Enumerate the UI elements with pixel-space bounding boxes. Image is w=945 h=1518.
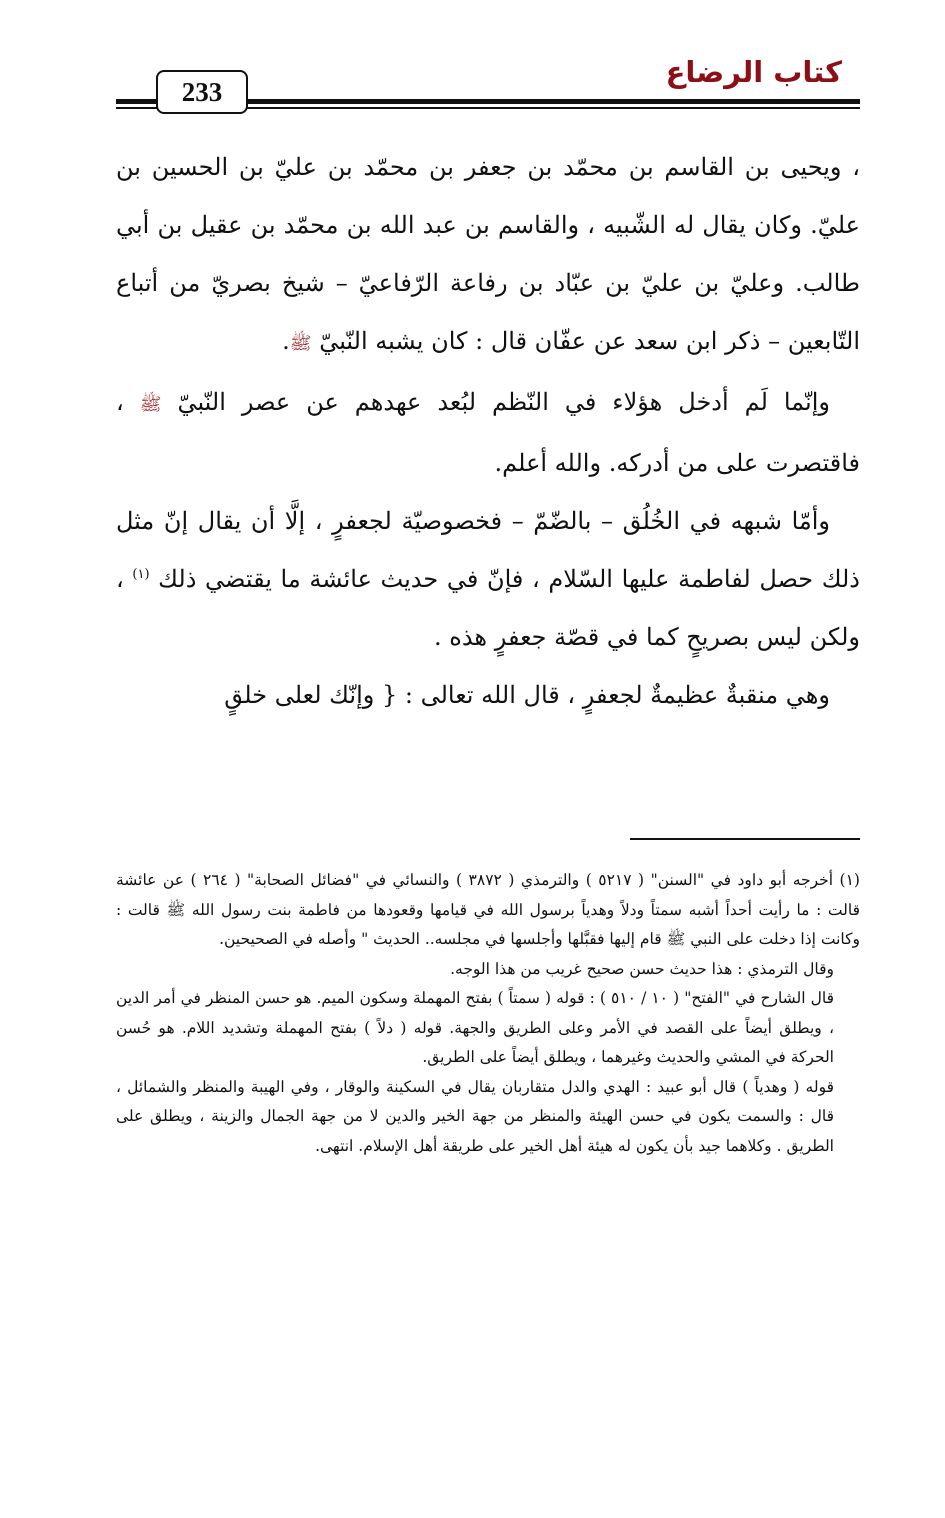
footnote-item: قال الشارح في "الفتح" ( ١٠ / ٥١٠ ) : قوله ( سمتاً ) بفتح المهملة وسكون الميم. هو حسن المنظر في أمر الدين ، ويطلق أيضاً على القصد في الأمر وعلى الطريق والجهة. قوله ( دلاً ) بفتح المهملة وتشديد اللام. هو حُسن الحركة في المشي والحديث وغيرهما ، ويطلق أيضاً على الطريق. (116, 989, 834, 1066)
body-paragraph-2-text: وإنّما لَم أدخل هؤلاء في النّظم لبُعد عهدهم عن عصر النّبيّ (177, 388, 830, 416)
footnote-reference[interactable]: (١) (132, 567, 150, 582)
page-number: 233 (181, 76, 223, 107)
body-paragraph-4 (116, 666, 860, 724)
footnote-item: (١) أخرجه أبو داود في "السنن" ( ٥٢١٧ ) والترمذي ( ٣٨٧٢ ) والنسائي في "فضائل الصحابة" ( ٢٦٤ ) عن عائشة قالت : ما رأيت أحداً أشبه سمتاً ودلاً وهدياً برسول الله في قيامها وقعودها من فاطمة بنت رسول الله ﷺ قالت : وكانت إذا دخلت على النبي ﷺ قام إليها فقبَّلها وأجلسها في مجلسه.. الحديث " وأصله في الصحيحين. (116, 871, 860, 948)
page-number-box (156, 70, 248, 114)
body-paragraph-3-cont: ، ولكن ليس بصريحٍ كما في قصّة جعفرٍ هذه . (116, 565, 860, 651)
footnote-item: قوله ( وهدياً ) قال أبو عبيد : الهدي والدل متقاربان يقال في السكينة والوقار ، وفي الهيبة والمنظر والشمائل ، قال : والسمت يكون في حسن الهيئة والمنظر من جهة الخير والدين لا من جهة الجمال والزينة ، ويطلق على الطريق . وكلاهما جيد بأن يكون له هيئة أهل الخير على طريقة أهل الإسلام. انتهى. (116, 1077, 834, 1155)
body-paragraph-3-text: وأمّا شبهه في الخُلُق – بالضّمّ – فخصوصيّة لجعفرٍ ، إلَّا أن يقال إنّ مثل ذلك حصل لفاطمة عليها السّلام ، فإنّ في حديث عائشة ما يقتضي ذلك (116, 507, 860, 593)
footnotes-section (116, 866, 860, 1161)
body-paragraph-4-text: وهي منقبةٌ عظيمةٌ لجعفرٍ ، قال الله تعالى : { وإنّك لعلى خلقٍ (224, 681, 830, 709)
body-paragraph-2: وإنّما لَم أدخل هؤلاء في النّظم لبُعد عهدهم عن عصر النّبيّ ﷺ ، فاقتصرت على من أدركه. والله أعلم. (116, 388, 860, 477)
footnote-separator (630, 838, 860, 840)
body-paragraph-2-cont: فاقتصرت على من أدركه. والله أعلم. (494, 449, 860, 477)
body-paragraph-1-text: ، ويحيى بن القاسم بن محمّد بن جعفر بن محمّد بن عليّ بن الحسين بن عليّ. وكان يقال له الشّبيه ، والقاسم بن عبد الله بن محمّد بن عقيل بن أبي طالب. وعليّ بن عليّ بن عبّاد بن رفاعة الرّفاعيّ – شيخ بصريّ من أتباع التّابعين – ذكر ابن سعد عن عفّان قال : كان يشبه النّبيّ (116, 153, 860, 355)
main-text (116, 138, 860, 724)
honorific-symbol: ﷺ (139, 394, 162, 415)
body-paragraph-1: ، ويحيى بن القاسم بن محمّد بن جعفر بن محمّد بن عليّ بن الحسين بن عليّ. وكان يقال له الشّبيه ، والقاسم بن عبد الله بن محمّد بن عقيل بن أبي طالب. وعليّ بن عليّ بن عبّاد بن رفاعة الرّفاعيّ – شيخ بصريّ من أتباع التّابعين – ذكر ابن سعد عن عفّان قال : كان يشبه النّبيّ ﷺ. (116, 153, 860, 355)
book-title: كتاب الرضاع (665, 55, 842, 89)
body-paragraph-3 (116, 492, 860, 666)
footnote-item: وقال الترمذي : هذا حديث حسن صحيح غريب من هذا الوجه. (450, 959, 834, 978)
page-header (116, 52, 860, 112)
honorific-symbol: ﷺ (289, 333, 312, 354)
